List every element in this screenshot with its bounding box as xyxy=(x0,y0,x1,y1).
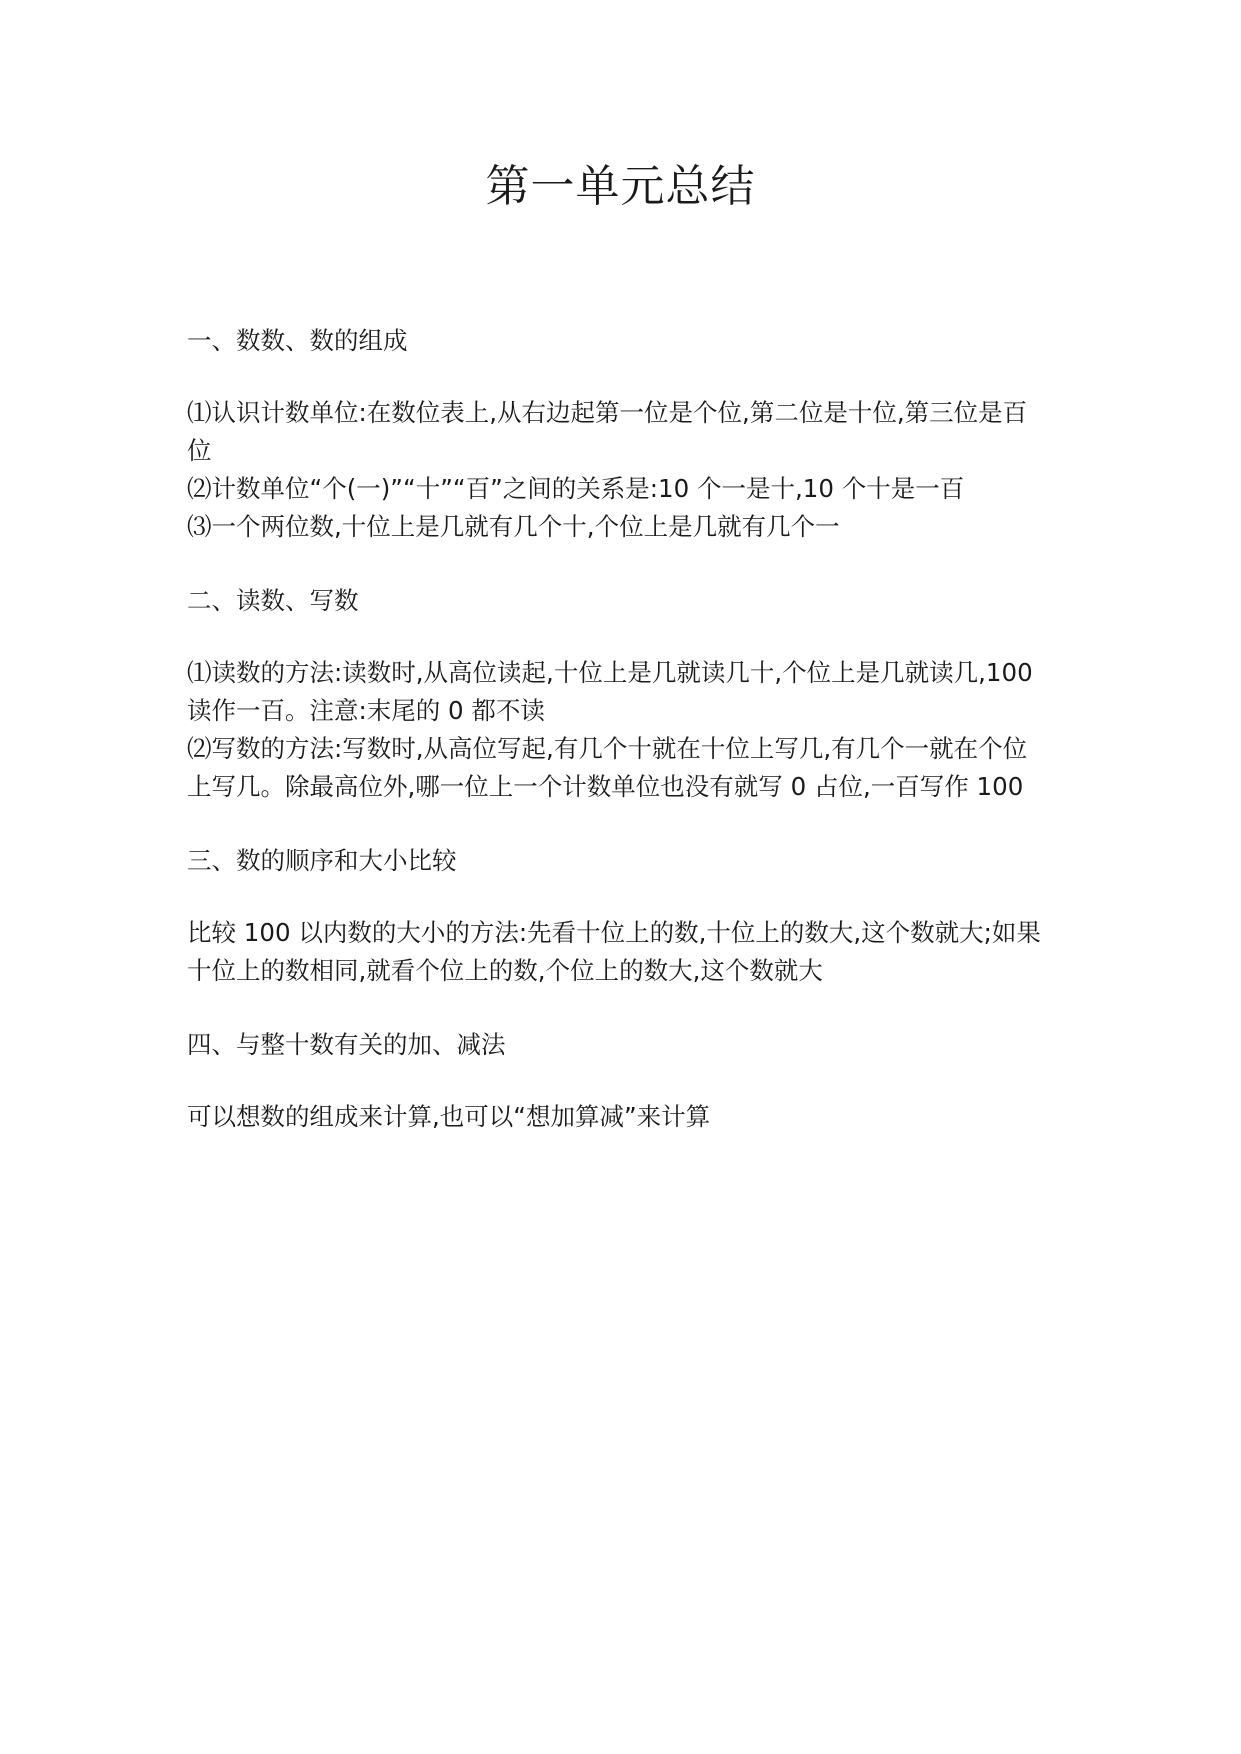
section-paragraph: 可以想数的组成来计算,也可以“想加算减”来计算 xyxy=(187,1102,711,1131)
section-paragraph: ⑵计数单位“个(一)”“十”“百”之间的关系是:10 个一是十,10 个十是一百 xyxy=(187,474,965,503)
section-2 xyxy=(187,582,1047,842)
section-heading: 四、与整十数有关的加、减法 xyxy=(187,1030,506,1059)
section-paragraph: ⑴认识计数单位:在数位表上,从右边起第一位是个位,第二位是十位,第三位是百位 xyxy=(187,398,1028,465)
section-heading: 三、数的顺序和大小比较 xyxy=(187,846,457,875)
document-title: 第一单元总结 xyxy=(485,161,756,212)
section-paragraph: ⑵写数的方法:写数时,从高位写起,有几个十就在十位上写几,有几个一就在个位上写几。除最高位外,哪一位上一个计数单位也没有就写 0 占位,一百写作 100 xyxy=(187,734,1028,801)
document-body xyxy=(187,322,1047,1136)
section-paragraph: 比较 100 以内数的大小的方法:先看十位上的数,十位上的数大,这个数就大;如果十位上的数相同,就看个位上的数,个位上的数大,这个数就大 xyxy=(187,918,1041,985)
section-3 xyxy=(187,842,1047,1026)
section-paragraph: ⑴读数的方法:读数时,从高位读起,十位上是几就读几十,个位上是几就读几,100 读作一百。注意:末尾的 0 都不读 xyxy=(187,658,1033,725)
section-paragraph: ⑶一个两位数,十位上是几就有几个十,个位上是几就有几个一 xyxy=(187,512,840,541)
section-4 xyxy=(187,1026,1047,1136)
section-heading: 二、读数、写数 xyxy=(187,586,359,615)
section-heading: 一、数数、数的组成 xyxy=(187,326,408,355)
section-1 xyxy=(187,322,1047,582)
